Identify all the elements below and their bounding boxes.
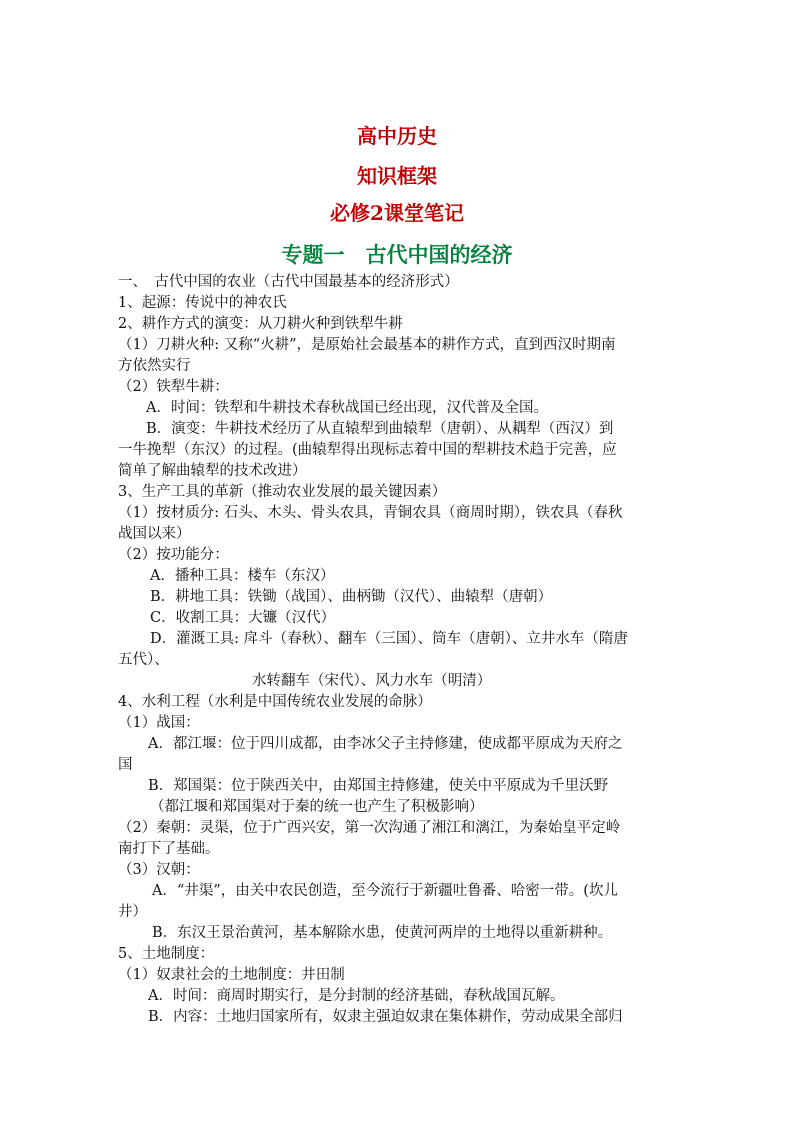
- text-line: （2）秦朝：灵渠，位于广西兴安，第一次沟通了湘江和漓江，为秦始皇平定岭: [118, 820, 621, 836]
- document-title: 高中历史: [357, 124, 437, 148]
- document-subtitle: 知识框架: [357, 164, 437, 188]
- text-line: 一牛挽犁（东汉）的过程。(曲辕犁得出现标志着中国的犁耕技术趋于完善，应: [118, 442, 617, 458]
- topic-heading: 专题一 古代中国的经济: [281, 242, 513, 267]
- text-line: B．内容：土地归国家所有，奴隶主强迫奴隶在集体耕作，劳动成果全部归: [148, 1009, 623, 1025]
- text-line: 方依然实行: [118, 358, 191, 374]
- notes-body: [118, 272, 684, 1028]
- text-line: 简单了解曲辕犁的技术改进）: [118, 463, 307, 479]
- text-line: 4、水利工程（水利是中国传统农业发展的命脉）: [118, 694, 432, 710]
- text-line: A．都江堰：位于四川成都，由李冰父子主持修建，使成都平原成为天府之: [148, 736, 623, 752]
- text-line: 五代）、: [118, 652, 169, 668]
- text-line: 2、耕作方式的演变：从刀耕火种到铁犁牛耕: [118, 316, 403, 332]
- text-line: （2）铁犁牛耕：: [118, 379, 229, 395]
- text-line: （都江堰和郑国渠对于秦的统一也产生了积极影响）: [150, 799, 484, 815]
- text-line: B．东汉王景治黄河，基本解除水患，使黄河两岸的土地得以重新耕种。: [152, 925, 613, 941]
- text-line: B．演变：牛耕技术经历了从直辕犁到曲辕犁（唐朝）、从耦犁（西汉）到: [146, 421, 614, 437]
- text-line: 井）: [118, 904, 147, 920]
- text-line: B．耕地工具：铁锄（战国）、曲柄锄（汉代）、曲辕犁（唐朝）: [150, 589, 553, 605]
- text-line: 南打下了基础。: [118, 841, 220, 857]
- text-line: （1）战国：: [118, 715, 200, 731]
- text-line: A．“井渠”，由关中农民创造，至今流行于新疆吐鲁番、哈密一带。(坎儿: [152, 883, 618, 899]
- text-line: A．时间：商周时期实行，是分封制的经济基础，春秋战国瓦解。: [148, 988, 565, 1004]
- text-line: （1）奴隶社会的土地制度：井田制: [118, 967, 345, 983]
- text-line: D．灌溉工具: 戽斗（春秋）、翻车（三国）、筒车（唐朝）、立井水车（隋唐: [150, 631, 628, 647]
- text-line: （3）汉朝：: [118, 862, 200, 878]
- text-line: （1）按材质分: 石头、木头、骨头农具，青铜农具（商周时期），铁农具（春秋: [118, 505, 623, 521]
- text-line: 国: [118, 757, 133, 773]
- text-line: （1）刀耕火种: 又称“火耕”，是原始社会最基本的耕作方式，直到西汉时期南: [118, 337, 616, 353]
- text-line: 1、起源：传说中的神农氏: [118, 295, 287, 311]
- course-title: 必修2课堂笔记: [330, 201, 464, 225]
- text-line: （2）按功能分：: [118, 547, 229, 563]
- text-line: B．郑国渠：位于陕西关中，由郑国主持修建，使关中平原成为千里沃野: [148, 778, 609, 794]
- text-line: A．时间：铁犁和牛耕技术春秋战国已经出现，汉代普及全国。: [146, 400, 548, 416]
- section-heading-agriculture: 一、 古代中国的农业（古代中国最基本的经济形式）: [118, 274, 459, 290]
- text-line: 3、生产工具的革新（推动农业发展的最关键因素）: [118, 484, 447, 500]
- text-line: A．播种工具：楼车（东汉）: [150, 568, 335, 584]
- text-line: 战国以来）: [118, 526, 191, 542]
- text-line: 水转翻车（宋代）、风力水车（明清）: [252, 673, 492, 689]
- text-line: C．收割工具：大镰（汉代）: [150, 610, 336, 626]
- text-line: 5、土地制度：: [118, 946, 215, 962]
